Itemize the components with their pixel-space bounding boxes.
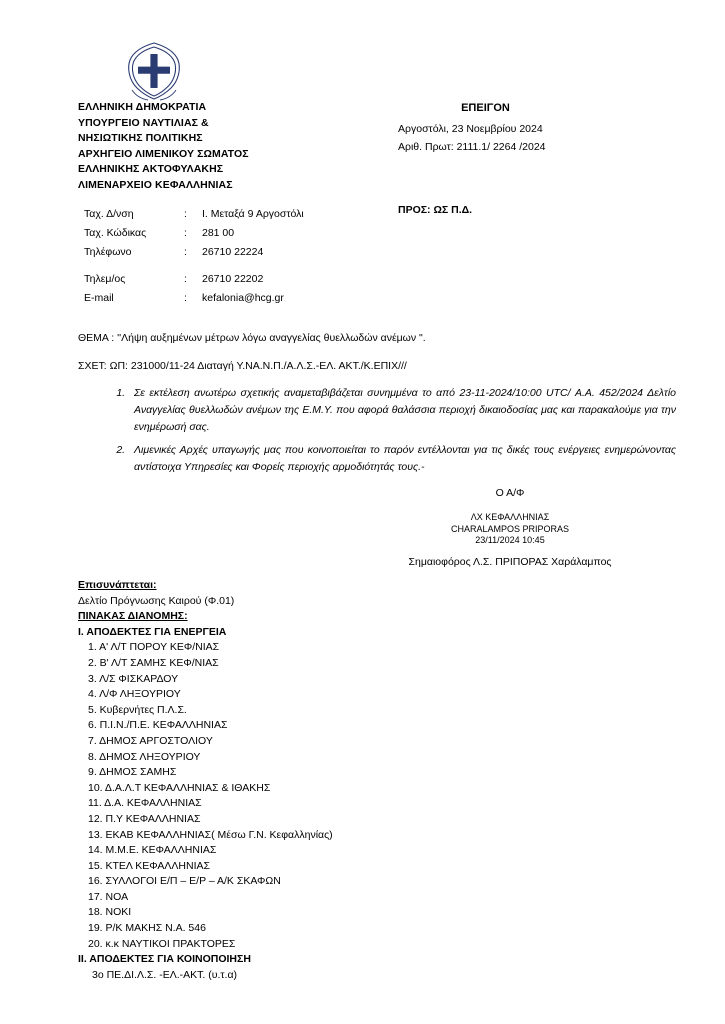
contact-key: Τηλέφωνο xyxy=(84,246,132,258)
recipient-line: ΠΡΟΣ: ΩΣ Π.Δ. xyxy=(398,204,473,216)
contact-details-block xyxy=(84,205,304,308)
urgent-label: ΕΠΕΙΓΟΝ xyxy=(461,102,510,114)
contact-key: E-mail xyxy=(84,292,114,304)
contact-row xyxy=(84,243,304,262)
document-header xyxy=(78,100,658,218)
contact-key: Ταχ. Κώδικας xyxy=(84,227,147,239)
distribution-item: 17. ΝΟΑ xyxy=(88,890,129,903)
distribution-block xyxy=(78,578,638,983)
place-and-date: Αργοστόλι, 23 Νοεμβρίου 2024 xyxy=(398,123,543,135)
distribution-item: 5. Κυβερνήτες Π.Λ.Σ. xyxy=(88,703,187,716)
contact-key: Ταχ. Δ/νση xyxy=(84,208,134,220)
body-paragraph-2: 2. Λιμενικές Αρχές υπαγωγής μας που κοινοποιείται το παρόν εντέλλονται για τις δικές τους ενέργειες ενημερώνοντας αντίστοιχα Υπηρεσίες και Φορείς περιοχής αρμοδιότητάς τους.- xyxy=(128,442,676,476)
distribution-item: 20. κ.κ ΝΑΥΤΙΚΟΙ ΠΡΑΚΤΟΡΕΣ xyxy=(88,937,236,950)
distribution-item: 15. ΚΤΕΛ ΚΕΦΑΛΛΗΝΙΑΣ xyxy=(88,859,210,872)
distribution-item: 16. ΣΥΛΛΟΓΟΙ Ε/Π – Ε/Ρ – Α/Κ ΣΚΑΦΩΝ xyxy=(88,875,281,888)
contact-row xyxy=(84,289,304,308)
digital-signature-stamp xyxy=(370,512,650,547)
body-paragraph-1: 1. Σε εκτέλεση ανωτέρω σχετικής αναμεταβιβάζεται συνημμένα το από 23-11-2024/10:00 UTC/ Α.Α. 452/2024 Δελτίο Αναγγελίας θυελλωδών ανέμων της Ε.Μ.Υ. που αφορά θαλάσσια περιοχή δικαιοδοσίας μας και παρακαλούμε για την ενημέρωσή σας. xyxy=(128,385,676,436)
contact-separator: : xyxy=(184,208,187,220)
contact-row xyxy=(84,205,304,224)
contact-separator: : xyxy=(184,246,187,258)
authority-line-6: ΛΙΜΕΝΑΡΧΕΙΟ ΚΕΦΑΛΛΗΝΙΑΣ xyxy=(78,178,233,191)
contact-separator: : xyxy=(184,292,187,304)
distribution-item: 12. Π.Υ ΚΕΦΑΛΛΗΝΙΑΣ xyxy=(88,812,201,825)
distribution-item: 14. Μ.Μ.Ε. ΚΕΦΑΛΛΗΝΙΑΣ xyxy=(88,844,217,857)
contact-row xyxy=(84,224,304,243)
contact-value: 281 00 xyxy=(202,227,235,239)
distribution-title: ΠΙΝΑΚΑΣ ΔΙΑΝΟΜΗΣ: xyxy=(78,610,188,623)
signature-role: Ο Α/Φ xyxy=(495,487,525,499)
distribution-item: 1. Α' Λ/Τ ΠΟΡΟΥ ΚΕΦ/ΝΙΑΣ xyxy=(88,641,220,654)
contact-value: 26710 22224 xyxy=(202,246,264,258)
contact-key: Τηλεμ/ος xyxy=(84,273,126,285)
distribution-item: 2. Β' Λ/Τ ΣΑΜΗΣ ΚΕΦ/ΝΙΑΣ xyxy=(88,656,219,669)
authority-line-4: ΑΡΧΗΓΕΙΟ ΛΙΜΕΝΙΚΟΥ ΣΩΜΑΤΟΣ xyxy=(78,147,249,160)
stamp-line-3: 23/11/2024 10:45 xyxy=(475,535,545,545)
distribution-item: 13. ΕΚΑΒ ΚΕΦΑΛΛΗΝΙΑΣ( Μέσω Γ.Ν. Κεφαλληνίας) xyxy=(88,828,333,841)
distribution-item: 3. Λ/Σ ΦΙΣΚΑΡΔΟΥ xyxy=(88,672,179,685)
distribution-item: 6. Π.Ι.Ν./Π.Ε. ΚΕΦΑΛΛΗΝΙΑΣ xyxy=(88,719,228,732)
protocol-number: Αριθ. Πρωτ: 2111.1/ 2264 /2024 xyxy=(398,141,546,153)
distribution-item: 9. ΔΗΜΟΣ ΣΑΜΗΣ xyxy=(88,766,177,779)
distribution-section-ii-title: ΙΙ. ΑΠΟΔΕΚΤΕΣ ΓΙΑ ΚΟΙΝΟΠΟΙΗΣΗ xyxy=(78,953,251,966)
distribution-item: 7. ΔΗΜΟΣ ΑΡΓΟΣΤΟΛΙΟΥ xyxy=(88,734,213,747)
stamp-line-1: ΛΧ ΚΕΦΑΛΛΗΝΙΑΣ xyxy=(470,512,550,522)
contact-row xyxy=(84,270,304,289)
authority-line-1: ΕΛΛΗΝΙΚΗ ΔΗΜΟΚΡΑΤΙΑ xyxy=(78,101,207,113)
header-right-block xyxy=(398,100,653,218)
authority-line-3: ΝΗΣΙΩΤΙΚΗΣ ΠΟΛΙΤΙΚΗΣ xyxy=(78,132,203,144)
distribution-item: 11. Δ.Α. ΚΕΦΑΛΛΗΝΙΑΣ xyxy=(88,797,202,810)
distribution-item: 3ο ΠΕ.ΔΙ.Λ.Σ. -ΕΛ.-ΑΚΤ. (υ.τ.α) xyxy=(92,968,238,981)
contact-email-value: kefalonia@hcg.gr xyxy=(202,292,284,304)
subject-line: ΘΕΜΑ : ''Λήψη αυξημένων μέτρων λόγω αναγγελίας θυελλωδών ανέμων ". xyxy=(78,332,426,344)
reference-line: ΣΧΕΤ: ΩΠ: 231000/11-24 Διαταγή Υ.ΝΑ.Ν.Π./Α.Λ.Σ.-ΕΛ. ΑΚΤ./Κ.ΕΠΙΧ/// xyxy=(78,360,407,372)
hellenic-republic-coat-of-arms-icon xyxy=(120,40,188,102)
authority-line-5: ΕΛΛΗΝΙΚΗΣ ΑΚΤΟΦΥΛΑΚΗΣ xyxy=(78,163,224,175)
distribution-item: 4. Λ/Φ ΛΗΞΟΥΡΙΟΥ xyxy=(88,688,181,701)
contact-value: Ι. Μεταξά 9 Αργοστόλι xyxy=(202,208,304,220)
distribution-item: 19. Ρ/Κ ΜΑΚΗΣ Ν.Α. 546 xyxy=(88,922,206,935)
attachments-title: Επισυνάπτεται: xyxy=(78,579,157,591)
signature-block xyxy=(370,487,650,568)
distribution-item: 8. ΔΗΜΟΣ ΛΗΞΟΥΡΙΟΥ xyxy=(88,750,201,763)
signer-name: Σημαιοφόρος Λ.Σ. ΠΡΙΠΟΡΑΣ Χαράλαμπος xyxy=(408,555,612,568)
contact-value: 26710 22202 xyxy=(202,273,264,285)
contact-separator: : xyxy=(184,227,187,239)
stamp-line-2: CHARALAMPOS PRIPORAS xyxy=(450,523,570,534)
distribution-item: 18. ΝΟΚΙ xyxy=(88,906,132,919)
distribution-item: 10. Δ.Α.Λ.Τ ΚΕΦΑΛΛΗΝΙΑΣ & ΙΘΑΚΗΣ xyxy=(88,781,271,794)
contact-separator: : xyxy=(184,273,187,285)
body-paragraph-list xyxy=(100,385,676,482)
issuing-authority-block xyxy=(78,100,398,193)
attachments-item: Δελτίο Πρόγνωσης Καιρού (Φ.01) xyxy=(78,594,235,607)
distribution-section-i-title: Ι. ΑΠΟΔΕΚΤΕΣ ΓΙΑ ΕΝΕΡΓΕΙΑ xyxy=(78,625,227,638)
authority-line-2: ΥΠΟΥΡΓΕΙΟ ΝΑΥΤΙΛΙΑΣ & xyxy=(78,116,209,129)
